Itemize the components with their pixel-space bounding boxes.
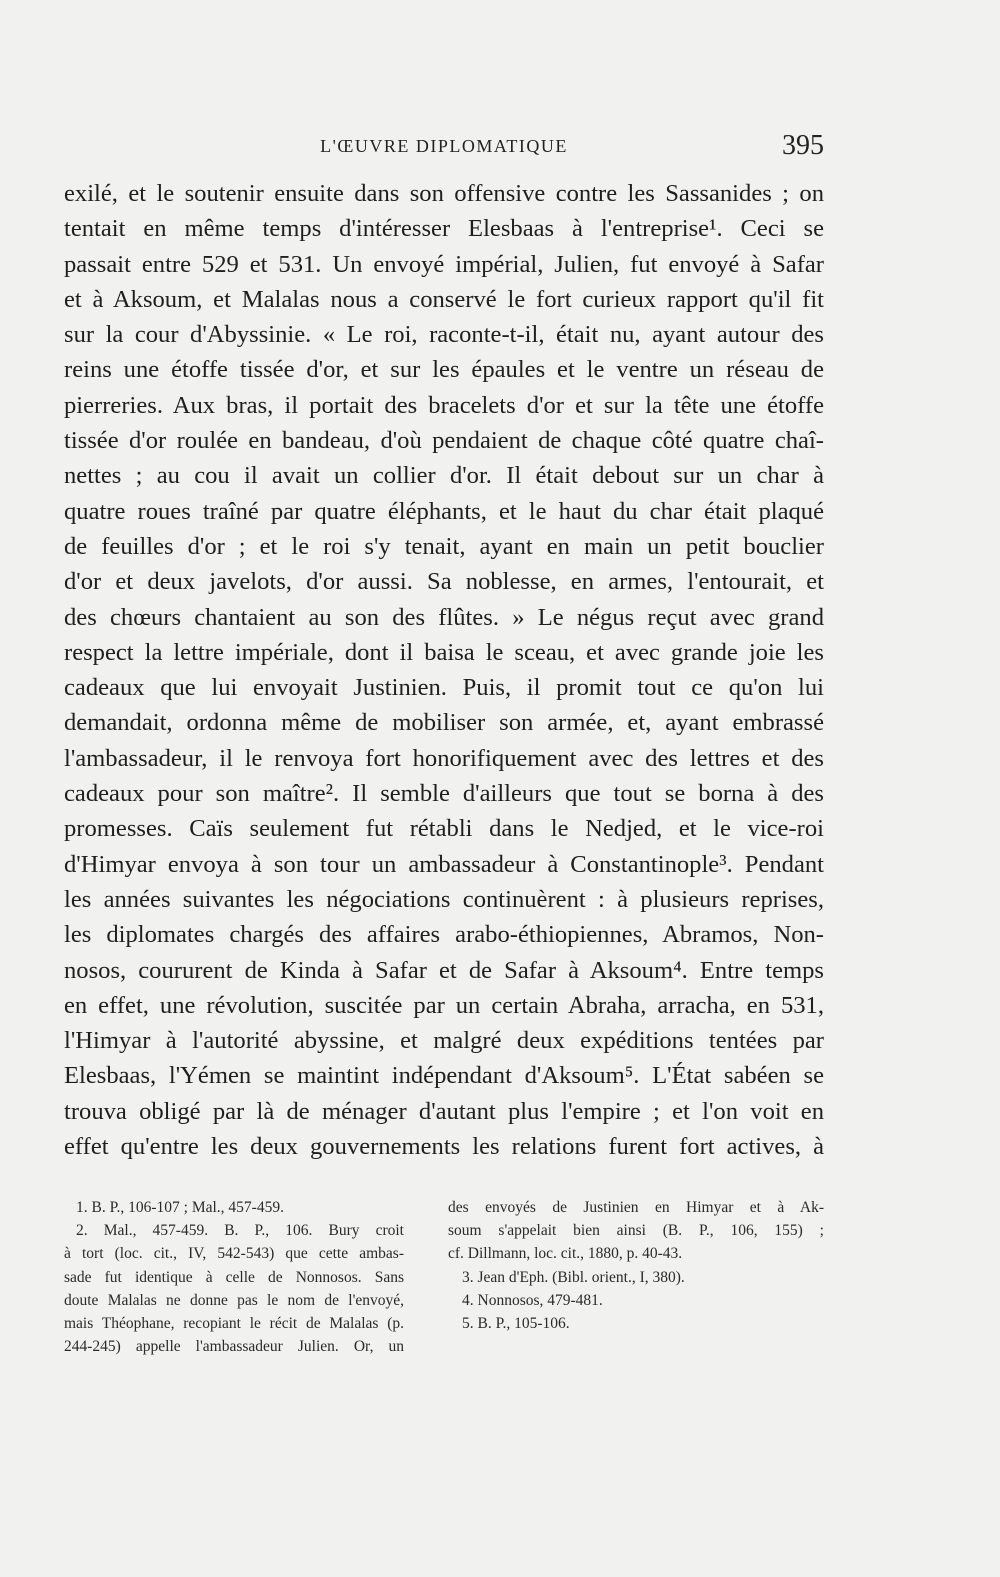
footnote-line: soum s'appelait bien ainsi (B. P., 106, 155) ;	[448, 1222, 824, 1240]
footnote-line: mais Théophane, recopiant le récit de Malalas (p.	[64, 1315, 404, 1333]
body-line: nettes ; au cou il avait un collier d'or. Il était debout sur un char à	[64, 462, 824, 490]
running-title: L'ŒUVRE DIPLOMATIQUE	[320, 136, 568, 156]
body-line: les années suivantes les négociations continuèrent : à plusieurs reprises,	[64, 885, 824, 913]
page-number: 395	[782, 130, 824, 161]
footnote-line: 2. Mal., 457-459. B. P., 106. Bury croit	[76, 1222, 404, 1240]
body-line: l'Himyar à l'autorité abyssine, et malgré deux expéditions tentées par	[64, 1027, 824, 1055]
body-text	[64, 176, 824, 1164]
body-line: l'ambassadeur, il le renvoya fort honorifiquement avec des lettres et des	[64, 744, 824, 772]
footnotes-right-column	[448, 1196, 824, 1335]
footnote-line: 3. Jean d'Eph. (Bibl. orient., I, 380).	[462, 1268, 685, 1286]
body-line: Elesbaas, l'Yémen se maintint indépendant d'Aksoum⁵. L'État sabéen se	[64, 1062, 824, 1090]
body-line: cadeaux que lui envoyait Justinien. Puis, il promit tout ce qu'on lui	[64, 674, 824, 702]
body-line: respect la lettre impériale, dont il baisa le sceau, et avec grande joie les	[64, 638, 824, 666]
footnote-line: sade fut identique à celle de Nonnosos. Sans	[64, 1268, 404, 1286]
body-line: les diplomates chargés des affaires arabo-éthiopiennes, Abramos, Non-	[64, 921, 824, 949]
body-line: de feuilles d'or ; et le roi s'y tenait, ayant en main un petit bouclier	[64, 532, 824, 560]
footnote-line: doute Malalas ne donne pas le nom de l'envoyé,	[64, 1291, 404, 1309]
body-line: d'or et deux javelots, d'or aussi. Sa noblesse, en armes, l'entourait, et	[64, 568, 824, 596]
body-line: tissée d'or roulée en bandeau, d'où pendaient de chaque côté quatre chaî-	[64, 427, 824, 455]
body-line: sur la cour d'Abyssinie. « Le roi, raconte-t-il, était nu, ayant autour des	[64, 321, 824, 349]
body-line: d'Himyar envoya à son tour un ambassadeur à Constantinople³. Pendant	[64, 850, 824, 878]
footnote-line: 5. B. P., 105-106.	[462, 1315, 570, 1333]
body-line: trouva obligé par là de ménager d'autant plus l'empire ; et l'on voit en	[64, 1097, 824, 1125]
body-line: reins une étoffe tissée d'or, et sur les épaules et le ventre un réseau de	[64, 356, 824, 384]
body-line: demandait, ordonna même de mobiliser son armée, et, ayant embrassé	[64, 709, 824, 737]
body-line: promesses. Caïs seulement fut rétabli dans le Nedjed, et le vice-roi	[64, 815, 824, 843]
footnote-line: cf. Dillmann, loc. cit., 1880, p. 40-43.	[448, 1245, 683, 1263]
body-line: quatre roues traîné par quatre éléphants, et le haut du char était plaqué	[64, 497, 824, 525]
body-line: pierreries. Aux bras, il portait des bracelets d'or et sur la tête une étoffe	[64, 391, 824, 419]
body-line: passait entre 529 et 531. Un envoyé impérial, Julien, fut envoyé à Safar	[64, 250, 824, 278]
footnote-line: 1. B. P., 106-107 ; Mal., 457-459.	[76, 1199, 284, 1216]
body-line: effet qu'entre les deux gouvernements les relations furent fort actives, à	[64, 1133, 824, 1161]
body-line: tentait en même temps d'intéresser Elesbaas à l'entreprise¹. Ceci se	[64, 215, 824, 243]
footnote-line: 4. Nonnosos, 479-481.	[462, 1291, 603, 1309]
body-line: cadeaux pour son maître². Il semble d'ailleurs que tout se borna à des	[64, 780, 824, 808]
running-head	[64, 128, 824, 168]
footnote-line: des envoyés de Justinien en Himyar et à Ak-	[448, 1199, 824, 1216]
body-line: et à Aksoum, et Malalas nous a conservé le fort curieux rapport qu'il fit	[64, 285, 824, 313]
footnote-line: à tort (loc. cit., IV, 542-543) que cette ambas-	[64, 1245, 404, 1263]
body-line: des chœurs chantaient au son des flûtes. » Le négus reçut avec grand	[64, 603, 824, 631]
footnotes-left-column	[64, 1196, 404, 1358]
body-line: nosos, coururent de Kinda à Safar et de Safar à Aksoum⁴. Entre temps	[64, 956, 824, 984]
body-line: exilé, et le soutenir ensuite dans son offensive contre les Sassanides ; on	[64, 180, 824, 207]
body-line: en effet, une révolution, suscitée par un certain Abraha, arracha, en 531,	[64, 991, 824, 1019]
footnote-line: 244-245) appelle l'ambassadeur Julien. Or, un	[64, 1338, 404, 1356]
